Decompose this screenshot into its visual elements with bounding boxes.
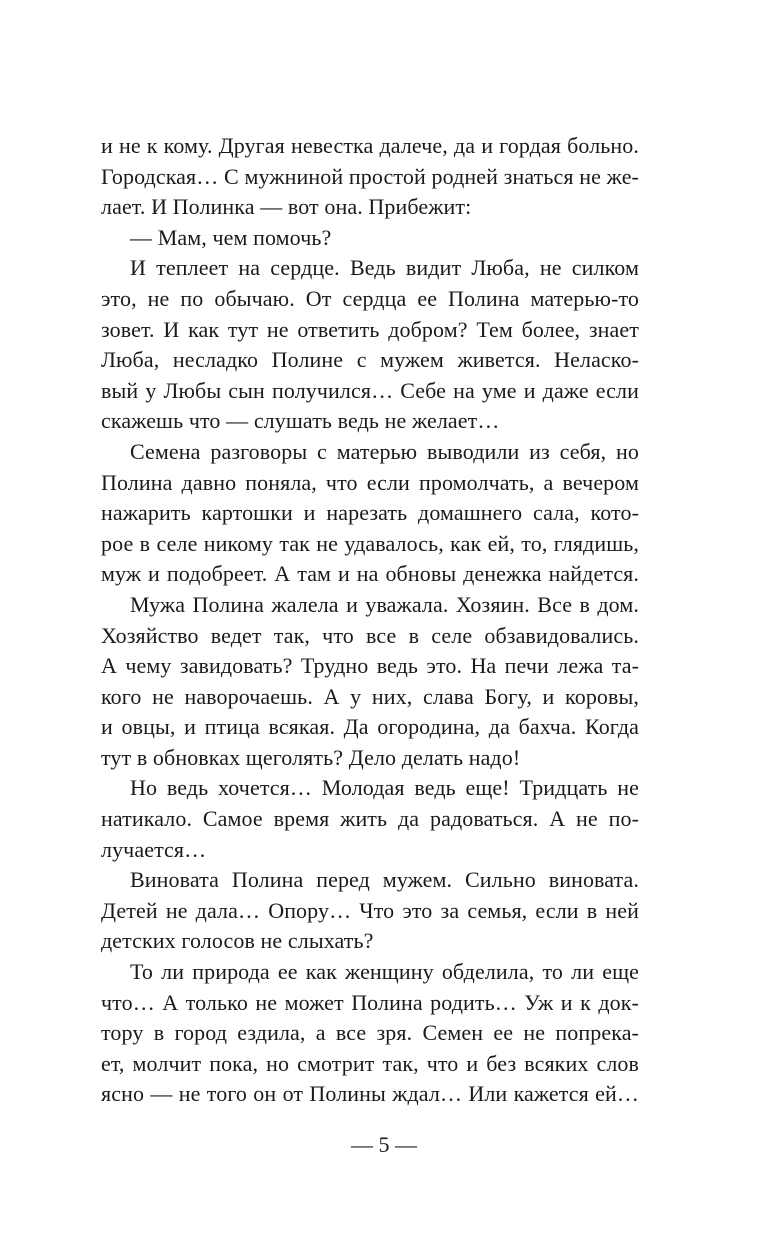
- text-line-27: детских голосов не слыхать?: [101, 928, 374, 954]
- text-line-14: рое в селе никому так не удавалось, как ей, то, глядишь,: [101, 530, 639, 556]
- text-line-23: натикало. Самое время жить да радоваться. А не по-: [101, 806, 639, 832]
- text-line-1: и не к кому. Другая невестка далече, да и гордая больно.: [101, 133, 639, 158]
- text-line-7: зовет. И как тут не ответить добром? Тем более, знает: [101, 316, 639, 342]
- text-line-20: и овцы, и птица всякая. Да огородина, да бахча. Когда: [101, 714, 639, 740]
- text-line-26: Детей не дала… Опору… Что это за семья, если в ней: [101, 897, 639, 923]
- body-text: [101, 131, 639, 1110]
- text-line-16: Мужа Полина жалела и уважала. Хозяин. Все в дом.: [130, 591, 639, 617]
- text-line-18: А чему завидовать? Трудно ведь это. На печи лежа та-: [101, 653, 639, 679]
- page-number: — 5 —: [351, 1132, 417, 1157]
- text-line-8: Люба, несладко Полине с мужем живется. Неласко-: [101, 347, 639, 373]
- text-line-29: что… А только не может Полина родить… Уж и к док-: [101, 989, 639, 1015]
- text-line-10: скажешь что — слушать ведь не желает…: [101, 408, 500, 434]
- text-line-22: Но ведь хочется… Молодая ведь еще! Тридцать не: [130, 775, 639, 801]
- text-line-30: тору в город ездила, а все зря. Семен ее не попрека-: [101, 1020, 639, 1046]
- text-line-2: Городская… С мужниной простой родней знаться не же-: [101, 163, 639, 189]
- text-line-15: муж и подобреет. А там и на обновы денежка найдется.: [101, 561, 639, 587]
- text-line-19: кого не наворочаешь. А у них, слава Богу, и коровы,: [101, 683, 639, 709]
- text-line-21: тут в обновках щеголять? Дело делать надо!: [101, 744, 521, 770]
- text-line-3: лает. И Полинка — вот она. Прибежит:: [101, 194, 472, 220]
- text-line-17: Хозяйство ведет так, что все в селе обзавидовались.: [101, 622, 639, 648]
- text-line-13: нажарить картошки и нарезать домашнего сала, кото-: [101, 500, 639, 526]
- text-line-25: Виновата Полина перед мужем. Сильно виновата.: [130, 867, 639, 893]
- text-line-24: лучается…: [101, 836, 207, 862]
- text-line-31: ет, молчит пока, но смотрит так, что и без всяких слов: [101, 1050, 639, 1076]
- text-line-12: Полина давно поняла, что если промолчать, а вечером: [101, 469, 639, 495]
- text-line-4: — Мам, чем помочь?: [130, 224, 332, 250]
- text-line-9: вый у Любы сын получился… Себе на уме и даже если: [101, 377, 639, 403]
- text-line-5: И теплеет на сердце. Ведь видит Люба, не силком: [130, 255, 639, 281]
- text-line-6: это, не по обычаю. От сердца ее Полина матерью-то: [101, 285, 639, 311]
- text-line-32: ясно — не того он от Полины ждал… Или кажется ей…: [101, 1081, 639, 1107]
- text-line-11: Семена разговоры с матерью выводили из себя, но: [130, 438, 639, 464]
- text-line-28: То ли природа ее как женщину обделила, то ли еще: [130, 959, 639, 985]
